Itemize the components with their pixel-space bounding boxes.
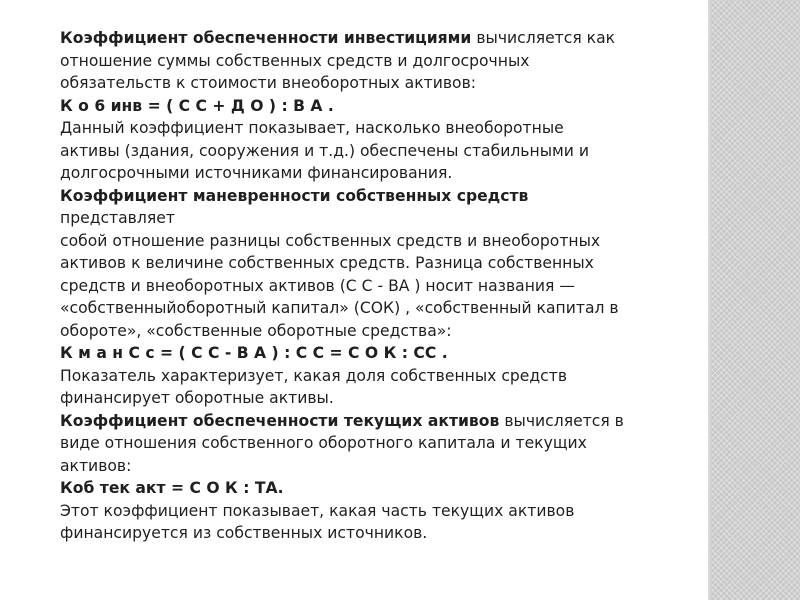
- text-line: [60, 27, 700, 50]
- term-investment-coverage: Коэффициент обеспеченности инвестициями: [60, 29, 472, 47]
- text-line: финансируется из собственных источников.: [60, 524, 428, 542]
- text-line: средств и внеоборотных активов (С С - ВА ) носит названия —: [60, 276, 575, 295]
- text-line: отношение суммы собственных средств и долгосрочных: [60, 51, 530, 70]
- text-line: виде отношения собственного оборотного капитала и текущих: [60, 434, 587, 452]
- text-line: «собственныйоборотный капитал» (СОК) , «собственный капитал в: [60, 299, 619, 317]
- text-line: обязательств к стоимости внеоборотных активов:: [60, 74, 477, 92]
- decorative-side-band: [710, 0, 800, 600]
- text-line: представляет: [60, 209, 175, 227]
- text-fragment: вычисляется в: [499, 411, 624, 430]
- text-line: активы (здания, сооружения и т.д.) обеспечены стабильными и: [60, 141, 589, 160]
- text-fragment: вычисляется как: [471, 29, 616, 47]
- formula-current-assets-coverage: Коб тек акт = С О К : ТА.: [60, 479, 284, 497]
- formula-maneuverability: К м а н С с = ( С С - В А ) : С С = С О К : СС .: [60, 344, 448, 362]
- term-current-assets-coverage: Коэффициент обеспеченности текущих активов: [60, 411, 500, 430]
- text-line: [60, 410, 700, 433]
- text-line: Показатель характеризует, какая доля собственных средств: [60, 366, 568, 385]
- text-line: Этот коэффициент показывает, какая часть текущих активов: [60, 501, 575, 520]
- text-line: финансирует оборотные активы.: [60, 389, 334, 407]
- text-line: собой отношение разницы собственных средств и внеоборотных: [60, 231, 601, 250]
- text-line: активов:: [60, 456, 132, 475]
- text-line: долгосрочными источниками финансирования.: [60, 164, 453, 182]
- text-line: обороте», «собственные оборотные средства»:: [60, 321, 452, 340]
- term-maneuverability: Коэффициент маневренности собственных средств: [60, 186, 529, 205]
- slide-text-block: [60, 27, 700, 545]
- formula-investment-coverage: К о 6 инв = ( С С + Д О ) : В А .: [60, 96, 334, 115]
- text-line: Данный коэффициент показывает, насколько внеоборотные: [60, 119, 564, 137]
- text-line: активов к величине собственных средств. Разница собственных: [60, 254, 594, 272]
